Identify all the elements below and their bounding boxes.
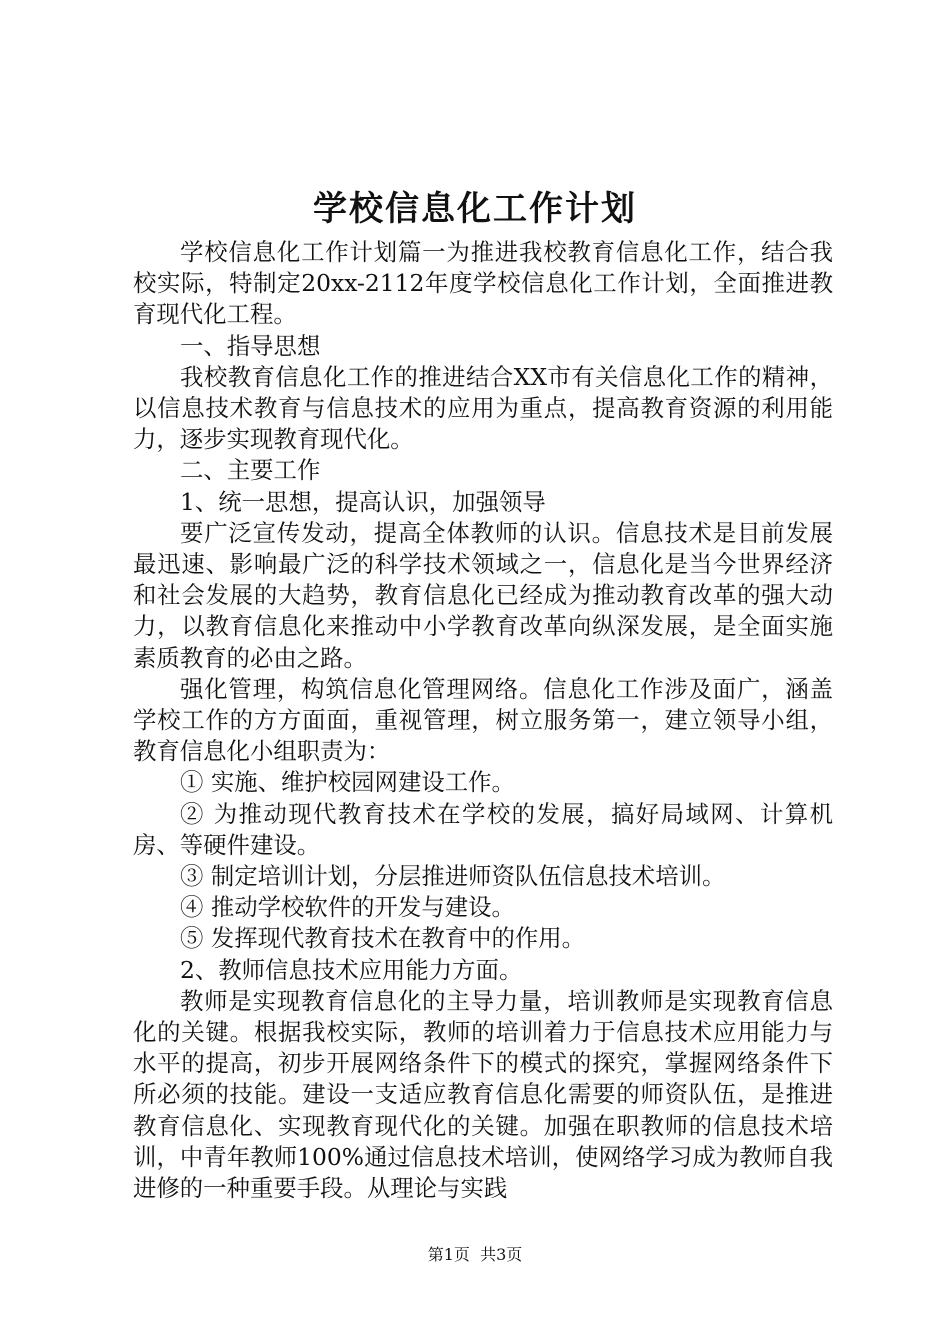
section-heading-guiding-ideology: 一、指导思想 [180,331,321,360]
document-body [133,237,833,1204]
duty-item-1: ① 实施、维护校园网建设工作。 [180,768,515,797]
duty-item-4: ④ 推动学校软件的开发与建设。 [180,893,515,922]
subsection-heading-1: 1、统一思想，提高认识，加强领导 [180,487,546,516]
section-heading-main-work: 二、主要工作 [180,456,321,485]
duty-item-3: ③ 制定培训计划，分层推进师资队伍信息技术培训。 [180,862,726,891]
publicity-paragraph: 要广泛宣传发动，提高全体教师的认识。信息技术是目前发展最迅速、影响最广泛的科学技术领域之一，信息化是当今世界经济和社会发展的大趋势，教育信息化已经成为推动教育改革的强大动力，以教育信息化来推动中小学教育改革向纵深发展，是全面实施素质教育的必由之路。 [133,518,833,672]
teacher-training-paragraph: 教师是实现教育信息化的主导力量，培训教师是实现教育信息化的关键。根据我校实际，教师的培训着力于信息技术应用能力与水平的提高，初步开展网络条件下的模式的探究，掌握网络条件下所必须的技能。建设一支适应教育信息化需要的师资队伍，是推进教育信息化、实现教育现代化的关键。加强在职教师的信息技术培训，中青年教师100%通过信息技术培训，使网络学习成为教师自我进修的一种重要手段。从理论与实践 [133,986,833,1203]
duty-item-5: ⑤ 发挥现代教育技术在教育中的作用。 [180,924,586,953]
duty-item-2: ② 为推动现代教育技术在学校的发展，搞好局域网、计算机房、等硬件建设。 [133,799,833,859]
page-footer: 第1页 共3页 [427,1245,523,1264]
intro-paragraph: 学校信息化工作计划篇一为推进我校教育信息化工作，结合我校实际，特制定20xx-2112年度学校信息化工作计划，全面推进教育现代化工程。 [133,238,833,329]
subsection-heading-2: 2、教师信息技术应用能力方面。 [180,955,523,984]
management-paragraph: 强化管理，构筑信息化管理网络。信息化工作涉及面广，涵盖学校工作的方方面面，重视管理，树立服务第一，建立领导小组，教育信息化小组职责为： [133,674,833,766]
document-title: 学校信息化工作计划 [313,189,637,229]
guiding-ideology-paragraph: 我校教育信息化工作的推进结合XX市有关信息化工作的精神，以信息技术教育与信息技术的应用为重点，提高教育资源的利用能力，逐步实现教育现代化。 [133,362,833,454]
